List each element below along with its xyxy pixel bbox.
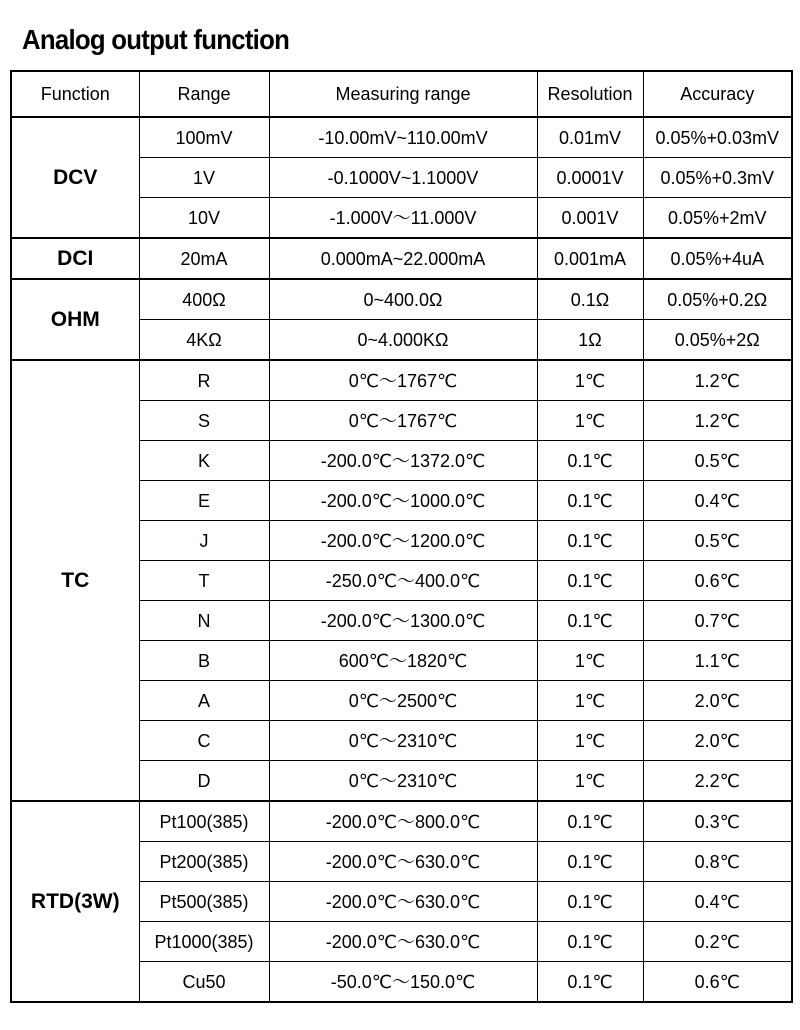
function-cell: OHM: [11, 279, 139, 360]
measuring-range-cell: 0℃～1767℃: [269, 360, 537, 401]
measuring-range-cell: -200.0℃～630.0℃: [269, 842, 537, 882]
table-header-row: [11, 71, 792, 117]
range-cell: Pt500(385): [139, 882, 269, 922]
page-title: Analog output function: [22, 24, 290, 55]
table-row: [11, 117, 792, 158]
resolution-cell: 1℃: [537, 360, 643, 401]
range-cell: E: [139, 481, 269, 521]
measuring-range-cell: -1.000V～11.000V: [269, 198, 537, 239]
resolution-cell: 1Ω: [537, 320, 643, 361]
range-cell: 400Ω: [139, 279, 269, 320]
resolution-cell: 0.1℃: [537, 882, 643, 922]
measuring-range-cell: 600℃～1820℃: [269, 641, 537, 681]
measuring-range-cell: -10.00mV~110.00mV: [269, 117, 537, 158]
accuracy-cell: 1.2℃: [643, 401, 792, 441]
range-cell: 1V: [139, 158, 269, 198]
function-cell: RTD(3W): [11, 801, 139, 1002]
range-cell: Pt100(385): [139, 801, 269, 842]
measuring-range-cell: -200.0℃～1000.0℃: [269, 481, 537, 521]
resolution-cell: 1℃: [537, 721, 643, 761]
accuracy-cell: 0.05%+2Ω: [643, 320, 792, 361]
table-row: [11, 801, 792, 842]
measuring-range-cell: -200.0℃～1372.0℃: [269, 441, 537, 481]
resolution-cell: 0.001V: [537, 198, 643, 239]
accuracy-cell: 0.7℃: [643, 601, 792, 641]
resolution-cell: 1℃: [537, 401, 643, 441]
accuracy-cell: 0.8℃: [643, 842, 792, 882]
range-cell: R: [139, 360, 269, 401]
range-cell: C: [139, 721, 269, 761]
table-row: [11, 360, 792, 401]
resolution-cell: 0.1℃: [537, 601, 643, 641]
accuracy-cell: 0.5℃: [643, 521, 792, 561]
measuring-range-cell: 0~400.0Ω: [269, 279, 537, 320]
resolution-cell: 0.1Ω: [537, 279, 643, 320]
accuracy-cell: 2.2℃: [643, 761, 792, 802]
measuring-range-cell: 0℃～2310℃: [269, 761, 537, 802]
range-cell: Pt1000(385): [139, 922, 269, 962]
accuracy-cell: 0.6℃: [643, 561, 792, 601]
column-header-accuracy: Accuracy: [643, 71, 792, 117]
measuring-range-cell: -250.0℃～400.0℃: [269, 561, 537, 601]
range-cell: Pt200(385): [139, 842, 269, 882]
measuring-range-cell: 0~4.000KΩ: [269, 320, 537, 361]
table-row: [11, 279, 792, 320]
spec-table: [10, 70, 793, 1003]
resolution-cell: 0.1℃: [537, 922, 643, 962]
accuracy-cell: 0.4℃: [643, 481, 792, 521]
accuracy-cell: 2.0℃: [643, 721, 792, 761]
range-cell: Cu50: [139, 962, 269, 1003]
range-cell: K: [139, 441, 269, 481]
column-header-resolution: Resolution: [537, 71, 643, 117]
accuracy-cell: 1.1℃: [643, 641, 792, 681]
resolution-cell: 1℃: [537, 761, 643, 802]
range-cell: B: [139, 641, 269, 681]
accuracy-cell: 0.3℃: [643, 801, 792, 842]
range-cell: N: [139, 601, 269, 641]
function-cell: DCV: [11, 117, 139, 238]
resolution-cell: 0.0001V: [537, 158, 643, 198]
measuring-range-cell: -200.0℃～1200.0℃: [269, 521, 537, 561]
range-cell: T: [139, 561, 269, 601]
function-cell: TC: [11, 360, 139, 801]
resolution-cell: 0.1℃: [537, 481, 643, 521]
measuring-range-cell: -200.0℃～630.0℃: [269, 882, 537, 922]
measuring-range-cell: 0℃～2500℃: [269, 681, 537, 721]
accuracy-cell: 0.05%+2mV: [643, 198, 792, 239]
range-cell: 100mV: [139, 117, 269, 158]
resolution-cell: 1℃: [537, 641, 643, 681]
resolution-cell: 0.1℃: [537, 521, 643, 561]
measuring-range-cell: -200.0℃～1300.0℃: [269, 601, 537, 641]
function-cell: DCI: [11, 238, 139, 279]
resolution-cell: 0.1℃: [537, 441, 643, 481]
resolution-cell: 1℃: [537, 681, 643, 721]
range-cell: D: [139, 761, 269, 802]
measuring-range-cell: -50.0℃～150.0℃: [269, 962, 537, 1003]
range-cell: 10V: [139, 198, 269, 239]
accuracy-cell: 2.0℃: [643, 681, 792, 721]
column-header-function: Function: [11, 71, 139, 117]
accuracy-cell: 0.4℃: [643, 882, 792, 922]
table-body: [11, 117, 792, 1002]
range-cell: 20mA: [139, 238, 269, 279]
resolution-cell: 0.01mV: [537, 117, 643, 158]
range-cell: A: [139, 681, 269, 721]
column-header-range: Range: [139, 71, 269, 117]
accuracy-cell: 0.05%+4uA: [643, 238, 792, 279]
measuring-range-cell: 0℃～1767℃: [269, 401, 537, 441]
accuracy-cell: 0.2℃: [643, 922, 792, 962]
measuring-range-cell: 0.000mA~22.000mA: [269, 238, 537, 279]
resolution-cell: 0.1℃: [537, 842, 643, 882]
resolution-cell: 0.1℃: [537, 561, 643, 601]
range-cell: S: [139, 401, 269, 441]
accuracy-cell: 0.5℃: [643, 441, 792, 481]
measuring-range-cell: -200.0℃～800.0℃: [269, 801, 537, 842]
accuracy-cell: 0.05%+0.3mV: [643, 158, 792, 198]
measuring-range-cell: -200.0℃～630.0℃: [269, 922, 537, 962]
range-cell: 4KΩ: [139, 320, 269, 361]
measuring-range-cell: 0℃～2310℃: [269, 721, 537, 761]
measuring-range-cell: -0.1000V~1.1000V: [269, 158, 537, 198]
column-header-measuring-range: Measuring range: [269, 71, 537, 117]
accuracy-cell: 0.05%+0.03mV: [643, 117, 792, 158]
table-row: [11, 238, 792, 279]
accuracy-cell: 0.6℃: [643, 962, 792, 1003]
accuracy-cell: 1.2℃: [643, 360, 792, 401]
resolution-cell: 0.001mA: [537, 238, 643, 279]
range-cell: J: [139, 521, 269, 561]
resolution-cell: 0.1℃: [537, 962, 643, 1003]
resolution-cell: 0.1℃: [537, 801, 643, 842]
accuracy-cell: 0.05%+0.2Ω: [643, 279, 792, 320]
